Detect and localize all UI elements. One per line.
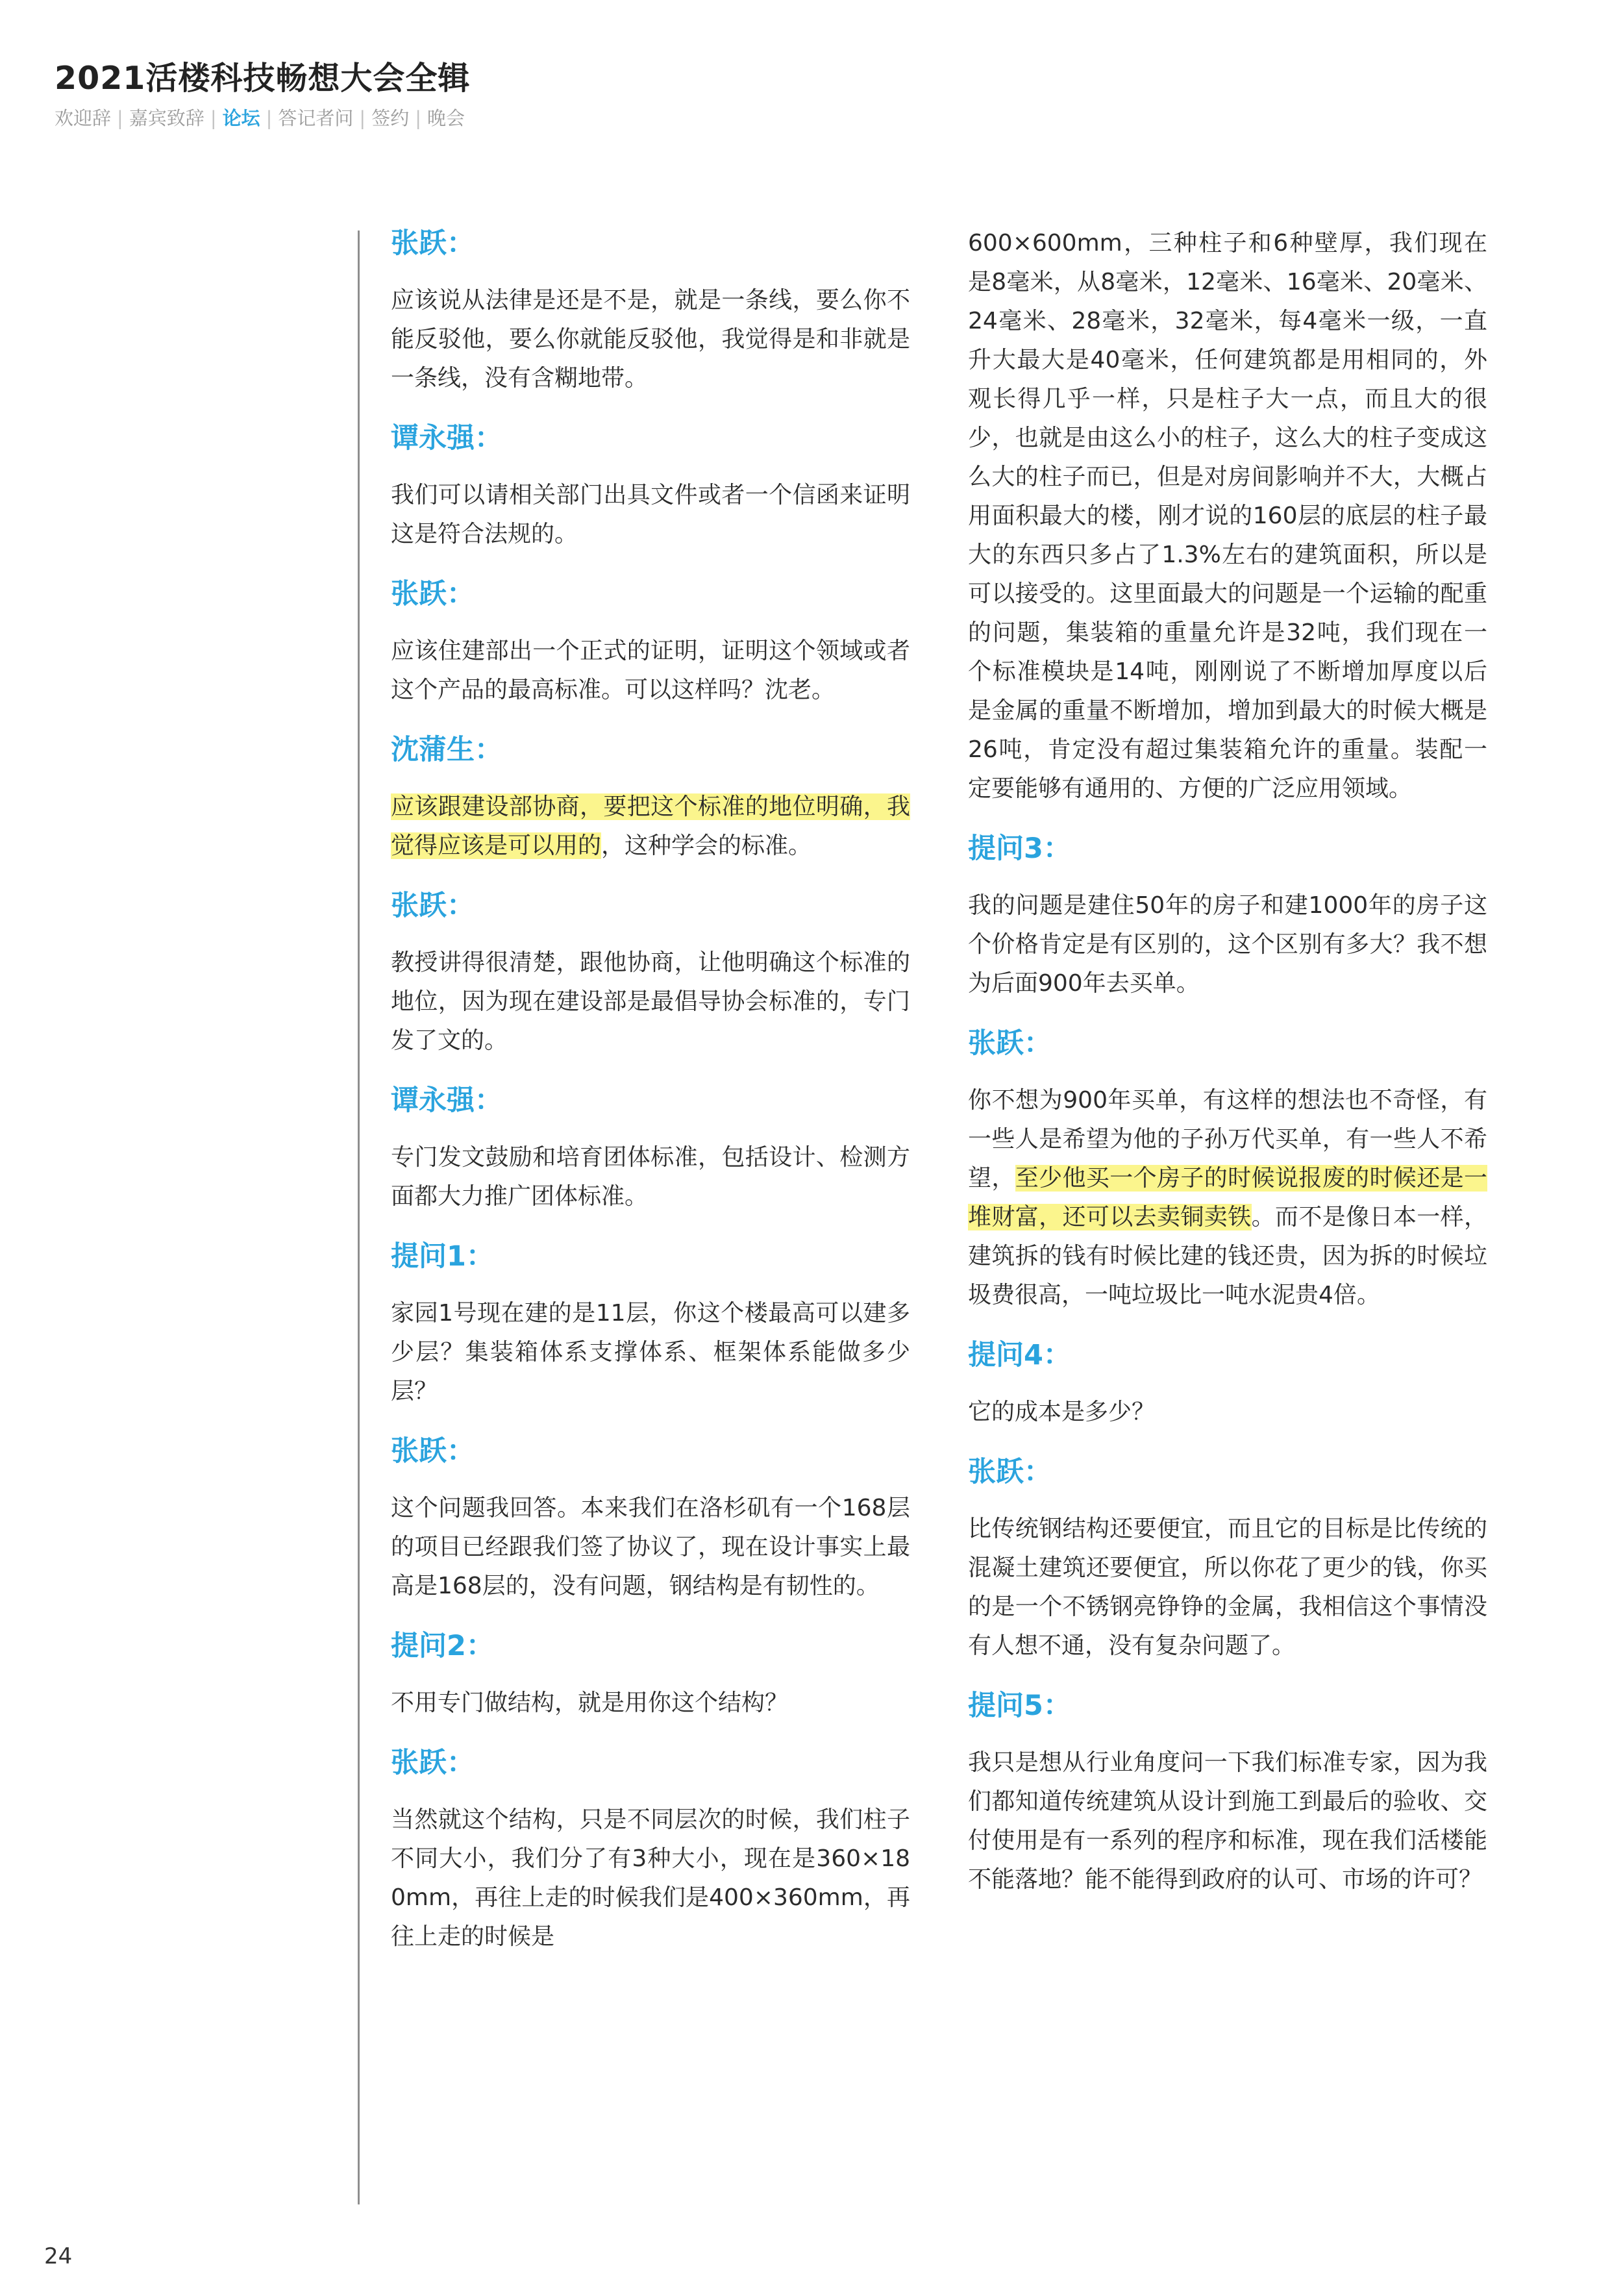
dialogue-paragraph xyxy=(968,1393,1487,1432)
paragraph-text: 不用专门做结构，就是用你这个结构？ xyxy=(391,1690,789,1716)
nav-item[interactable]: 答记者问 xyxy=(278,107,354,129)
dialogue-paragraph xyxy=(968,1743,1487,1899)
paragraph-text: 比传统钢结构还要便宜，而且它的目标是比传统的混凝土建筑还要便宜，所以你花了更少的钱，你买的是一个不锈钢亮铮铮的金属，我相信这个事情没有人想不通，没有复杂问题了。 xyxy=(968,1516,1487,1659)
column-divider-line xyxy=(358,231,360,2204)
paragraph-text: 我只是想从行业角度问一下我们标准专家，因为我们都知道传统建筑从设计到施工到最后的验收、交付使用是有一系列的程序和标准，现在我们活楼能不能落地？能不能得到政府的认可、市场的许可？ xyxy=(968,1749,1487,1893)
dialogue-paragraph xyxy=(391,788,910,866)
highlighted-text: 至少他买一个房子的时候说报废的时候还是一堆财富，还可以去卖铜卖铁 xyxy=(968,1165,1487,1230)
dialogue-paragraph xyxy=(968,224,1487,808)
speaker-name: 沈蒲生： xyxy=(391,734,502,766)
paragraph-text: 家园1号现在建的是11层，你这个楼最高可以建多少层？集装箱体系支撑体系、框架体系能做多少层？ xyxy=(391,1300,910,1404)
speaker-name: 谭永强： xyxy=(391,422,502,455)
section-nav xyxy=(55,104,465,131)
dialogue-paragraph xyxy=(391,1801,910,1956)
paragraph-text: 应该住建部出一个正式的证明，证明这个领域或者这个产品的最高标准。可以这样吗？沈老。 xyxy=(391,638,910,703)
dialogue-paragraph xyxy=(391,1294,910,1411)
document-title: 2021活楼科技畅想大会全辑 xyxy=(55,60,471,97)
paragraph-text: 它的成本是多少？ xyxy=(968,1399,1156,1425)
speaker-name: 提问2： xyxy=(391,1630,494,1662)
nav-item[interactable]: 签约 xyxy=(371,107,410,129)
dialogue-paragraph xyxy=(391,1684,910,1723)
paragraph-text: 。而不是像日本一样，建筑拆的钱有时候比建的钱还贵，因为拆的时候垃圾费很高，一吨垃圾比一吨水泥贵4倍。 xyxy=(968,1204,1487,1308)
paragraph-text: 600×600mm，三种柱子和6种壁厚，我们现在是8毫米，从8毫米，12毫米、16毫米、20毫米、24毫米、28毫米，32毫米，每4毫米一级，一直升大最大是40毫米，任何建筑都是用相同的，外观长得几乎一样，只是柱子大一点，而且大的很少，也就是由这么小的柱子，这么大的柱子变成这么大的柱子而已，但是对房间影响并不大，大概占用面积最大的楼，刚才说的160层的底层的柱子最大的东西只多占了1.3%左右的建筑面积，所以是可以接受的。这里面最大的问题是一个运输的配重的问题，集装箱的重量允许是32吨，我们现在一个标准模块是14吨，刚刚说了不断增加厚度以后是金属的重量不断增加，增加到最大的时候大概是26吨，肯定没有超过集装箱允许的重量。装配一定要能够有通用的、方便的广泛应用领域。 xyxy=(968,230,1487,802)
nav-separator: | xyxy=(117,107,123,129)
nav-separator: | xyxy=(415,107,421,129)
speaker-name: 提问5： xyxy=(968,1690,1071,1722)
paragraph-text: 你不想为900年买单，有这样的想法也不奇怪，有一些人是希望为他的子孙万代买单，有一些人不希望， xyxy=(968,1087,1487,1192)
speaker-name: 张跃： xyxy=(968,1027,1052,1060)
paragraph-text: 教授讲得很清楚，跟他协商，让他明确这个标准的地位，因为现在建设部是最倡导协会标准的，专门发了文的。 xyxy=(391,949,910,1054)
speaker-name: 张跃： xyxy=(968,1456,1052,1488)
nav-separator: | xyxy=(266,107,273,129)
speaker-name: 张跃： xyxy=(391,890,475,922)
speaker-name: 张跃： xyxy=(391,1747,475,1779)
speaker-name: 张跃： xyxy=(391,1435,475,1467)
dialogue-paragraph xyxy=(391,281,910,398)
nav-separator: | xyxy=(210,107,217,129)
paragraph-text: 应该说从法律是还是不是，就是一条线，要么你不能反驳他，要么你就能反驳他，我觉得是和非就是一条线，没有含糊地带。 xyxy=(391,287,910,392)
speaker-name: 张跃： xyxy=(391,227,475,260)
dialogue-paragraph xyxy=(391,632,910,710)
nav-item[interactable]: 晚会 xyxy=(427,107,465,129)
nav-item[interactable]: 嘉宾致辞 xyxy=(129,107,204,129)
paragraph-text: 专门发文鼓励和培育团体标准，包括设计、检测方面都大力推广团体标准。 xyxy=(391,1144,910,1210)
nav-item[interactable]: 欢迎辞 xyxy=(55,107,112,129)
dialogue-paragraph xyxy=(391,1138,910,1216)
paragraph-text: 这个问题我回答。本来我们在洛杉矶有一个168层的项目已经跟我们签了协议了，现在设计事实上最高是168层的，没有问题，钢结构是有韧性的。 xyxy=(391,1495,910,1599)
speaker-name: 提问4： xyxy=(968,1339,1071,1371)
left-column xyxy=(391,224,910,1977)
paragraph-text: 当然就这个结构，只是不同层次的时候，我们柱子不同大小，我们分了有3种大小，现在是360×180mm，再往上走的时候我们是400×360mm，再往上走的时候是 xyxy=(391,1806,910,1950)
paragraph-text: ，这种学会的标准。 xyxy=(601,832,812,859)
nav-item[interactable]: 论坛 xyxy=(222,107,260,129)
page-number: 24 xyxy=(44,2243,73,2269)
speaker-name: 谭永强： xyxy=(391,1084,502,1117)
dialogue-paragraph xyxy=(391,476,910,554)
paragraph-text: 我的问题是建住50年的房子和建1000年的房子这个价格肯定是有区别的，这个区别有多大？我不想为后面900年去买单。 xyxy=(968,892,1487,997)
right-column xyxy=(968,224,1487,1920)
speaker-name: 提问3： xyxy=(968,832,1071,865)
dialogue-paragraph xyxy=(968,1081,1487,1315)
dialogue-paragraph xyxy=(968,1510,1487,1666)
dialogue-paragraph xyxy=(391,1489,910,1606)
dialogue-paragraph xyxy=(968,886,1487,1003)
paragraph-text: 我们可以请相关部门出具文件或者一个信函来证明这是符合法规的。 xyxy=(391,482,910,547)
nav-separator: | xyxy=(359,107,366,129)
speaker-name: 提问1： xyxy=(391,1240,494,1273)
dialogue-paragraph xyxy=(391,943,910,1060)
speaker-name: 张跃： xyxy=(391,578,475,610)
highlighted-text: 应该跟建设部协商，要把这个标准的地位明确，我觉得应该是可以用的 xyxy=(391,793,910,859)
